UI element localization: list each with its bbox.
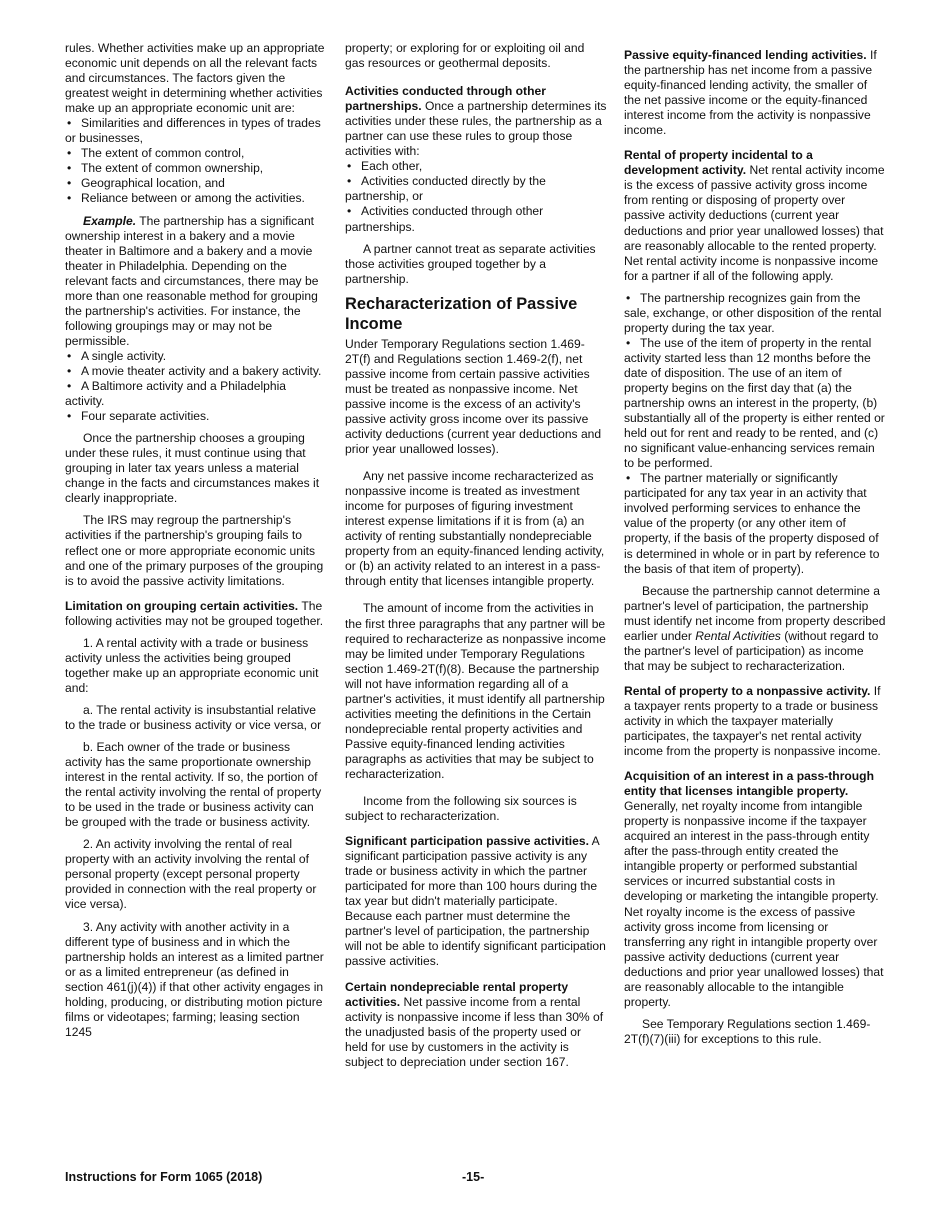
example-label: Example. [83, 213, 137, 228]
because-text-end: (without regard to the partner's level of participation) as income that may be subject to recharacterization. [624, 628, 879, 673]
limitation-item-1a: a. The rental activity is insubstantial relative to the trade or business activity or vice versa, or [65, 702, 322, 732]
limitation-item-3: 3. Any activity with another activity in a different type of business and in which the partnership holds an interest as a limited partner or as a limited entrepreneur (as defined in section 461(j)(4)) if that other activity engages in holding, producing, or distributing motion picture films or videotapes; farming; leasing section 1245 [65, 919, 324, 1039]
paragraph-amount-of-income: The amount of income from the activities in the first three paragraphs that any partner will be required to recharacterize as nonpassive income may be limited under Temporary Regulations section 1.469-2T(f)(8). Because the partnership will not have information regarding all of a partner's activities, it must identify all partnership activities meeting the definitions in the Certain nondepreciable rental property activities and Passive equity-financed lending activities paragraphs as activities that may be subject to recharacterization. [345, 601, 606, 781]
paragraph-recharacterized-income: Any net passive income recharacterized as nonpassive income is treated as investment income for purposes of figuring investment interest expense limitations if it is from (a) an activity of renting substantially nondepreciable property from an equity-financed lending activity, or (b) an activity related to an interest in a pass-through entity that licenses intangible property. [345, 469, 605, 589]
development-heading: Rental of property incidental to a development activity. [624, 148, 813, 178]
list-item: • The extent of common control, [65, 146, 327, 161]
list-item: • The partner materially or significantly participated for any tax year in an activity that involved performing services to enhance the value of the property (or any other item of property, if the basis of the property disposed of is determined in whole or in part by reference to the basis of that item of property). [624, 471, 886, 576]
significant-participation-heading: Significant participation passive activities. [345, 834, 589, 849]
list-item: • Activities conducted through other partnerships. [345, 204, 607, 234]
nondepreciable-paragraph [345, 980, 607, 1070]
limitation-item-1b: b. Each owner of the trade or business activity has the same proportionate ownership interest in the rental activity. If so, the portion of the rental activity involving the rental of property to be used in the trade or business activity can be grouped with the trade or business activity. [65, 740, 322, 830]
example-text: The partnership has a significant ownership interest in a bakery and a movie theater in Baltimore and a bakery and a movie theater in Philadelphia. Depending on the relevant facts and circumstances, there may be more than one reasonable method for grouping the partnership's activities. For instance, the following groupings may or may not be permissible. [65, 213, 319, 348]
groupings-list [65, 349, 327, 424]
nonpassive-activity-text: If a taxpayer rents property to a trade or business activity in which the taxpayer materially participates, the taxpayer's net rental activity income from the property is nonpassive income. [624, 683, 881, 759]
paragraph-temporary-regulations: Under Temporary Regulations section 1.469-2T(f) and Regulations section 1.469-2(f), net passive income from certain passive activities must be treated as nonpassive income. Net passive income is the excess of an activity's passive activity gross income over its passive activity deductions (current year deductions and prior year unallowed losses). [345, 336, 602, 457]
list-item: • Four separate activities. [65, 409, 327, 424]
list-item: • Activities conducted directly by the partnership, or [345, 174, 607, 204]
limitation-text: The following activities may not be grouped together. [65, 598, 324, 628]
list-item: • A single activity. [65, 349, 327, 364]
development-paragraph [624, 148, 886, 283]
rental-activities-reference: Rental Activities [695, 628, 781, 643]
column-1 [65, 41, 327, 1047]
significant-participation-paragraph [345, 834, 607, 969]
equity-financed-heading: Passive equity-financed lending activities. [624, 48, 867, 62]
see-regulations-paragraph: See Temporary Regulations section 1.469-2T(f)(7)(iii) for exceptions to this rule. [624, 1016, 871, 1046]
because-paragraph [624, 584, 886, 674]
column-2 [345, 41, 607, 1077]
list-item: • The extent of common ownership, [65, 161, 327, 176]
page-number: -15- [462, 1170, 485, 1184]
other-partnerships-heading: Activities conducted through other partnerships. [345, 84, 546, 114]
acquisition-heading: Acquisition of an interest in a pass-through entity that licenses intangible property. [624, 769, 874, 799]
acquisition-text: Generally, net royalty income from intangible property is nonpassive income if the taxpayer acquired an interest in the pass-through entity after the pass-through entity created the intangible property or performed substantial services or incurred substantial costs in developing or marketing the intangible property. Net royalty income is the excess of passive activity gross income from licensing or transferring any right in intangible property over passive activity deductions (current year deductions and prior year unallowed losses) that are reasonably allocable to the intangible property. [624, 799, 884, 1009]
paragraph-economic-unit: rules. Whether activities make up an appropriate economic unit depends on all the relevant facts and circumstances. The factors given the greatest weight in determining whether activities make up an appropriate economic unit are: [65, 41, 325, 116]
list-item: • Each other, [345, 159, 607, 174]
paragraph-grouping-consistency: Once the partnership chooses a grouping under these rules, it must continue using that grouping in later tax years unless a material change in the facts and circumstances makes it clearly inappropriate. [65, 431, 320, 506]
development-conditions-list [624, 291, 886, 577]
limitation-item-1: 1. A rental activity with a trade or business activity unless the activities being grouped together make up an appropriate economic unit and: [65, 635, 319, 695]
nondepreciable-text: Net passive income from a rental activity is nonpassive income if less than 30% of the unadjusted basis of the property used or held for use by customers in the activity is subject to depreciation under section 167. [345, 994, 604, 1069]
other-partnerships-paragraph [345, 84, 607, 159]
paragraph-irs-regroup: The IRS may regroup the partnership's activities if the partnership's grouping fails to reflect one or more appropriate economic units and one of the primary purposes of the grouping is to avoid the passive activity limitations. [65, 513, 324, 588]
list-item: • The use of the item of property in the rental activity started less than 12 months before the date of disposition. The use of an item of property begins on the first day that (a) the partnership owns an interest in the property, (b) substantially all of the property is either rented or held out for rent and ready to be rented, and (c) no significant value-enhancing services remain to be performed. [624, 336, 886, 471]
paragraph-partner-separate: A partner cannot treat as separate activities those activities grouped together by a partnership. [345, 241, 596, 286]
equity-financed-text: If the partnership has net income from a passive equity-financed lending activity, the smaller of the net passive income or the equity-financed interest income from the activity is nonpassive income. [624, 48, 877, 138]
list-item: • A Baltimore activity and a Philadelphia activity. [65, 379, 327, 409]
limitation-item-2: 2. An activity involving the rental of real property with an activity involving the rental of personal property (except personal property provided in connection with the real property or vice versa). [65, 837, 317, 912]
because-text-start: Because the partnership cannot determine a partner's level of participation, the partnership must identify net income from property described earlier under [624, 583, 886, 643]
other-partnerships-list [345, 159, 607, 234]
other-partnerships-text: Once a partnership determines its activities under these rules, the partnership as a partner can use these rules to group those activities with: [345, 99, 607, 159]
list-item: • The partnership recognizes gain from the sale, exchange, or other disposition of the rental property during the tax year. [624, 291, 886, 336]
factors-list [65, 116, 327, 206]
footer-form-title: Instructions for Form 1065 (2018) [65, 1170, 263, 1184]
limitation-paragraph [65, 599, 327, 629]
development-text: Net rental activity income is the excess of passive activity gross income from renting or disposing of property over passive activity deductions (current year deductions and prior year unallowed losses) that are reasonably allocable to the rented property. Net rental activity income is nonpassive income for a partner if all of the following apply. [624, 163, 885, 283]
equity-financed-paragraph [624, 48, 886, 138]
acquisition-paragraph [624, 769, 886, 1010]
paragraph-six-sources: Income from the following six sources is subject to recharacterization. [345, 794, 577, 824]
nondepreciable-heading: Certain nondepreciable rental property activities. [345, 979, 569, 1009]
list-item: • Similarities and differences in types of trades or businesses, [65, 116, 327, 146]
nonpassive-activity-heading: Rental of property to a nonpassive activity. [624, 683, 871, 698]
column-3 [624, 48, 886, 1054]
significant-participation-text: A significant participation passive activity is any trade or business activity in which the partner participated for more than 100 hours during the tax year but didn't materially participate. Because each partner must determine the partner's level of participation, the partnership will not be able to identify significant participation passive activities. [345, 834, 606, 969]
limitation-heading: Limitation on grouping certain activities. [65, 598, 299, 613]
paragraph-continued: property; or exploring for or exploiting oil and gas resources or geothermal deposits. [345, 41, 585, 71]
list-item: • Geographical location, and [65, 176, 327, 191]
example-paragraph [65, 214, 327, 349]
list-item: • A movie theater activity and a bakery activity. [65, 364, 327, 379]
section-title: Recharacterization of Passive Income [345, 294, 578, 333]
list-item: • Reliance between or among the activities. [65, 191, 327, 206]
nonpassive-activity-paragraph [624, 684, 886, 759]
